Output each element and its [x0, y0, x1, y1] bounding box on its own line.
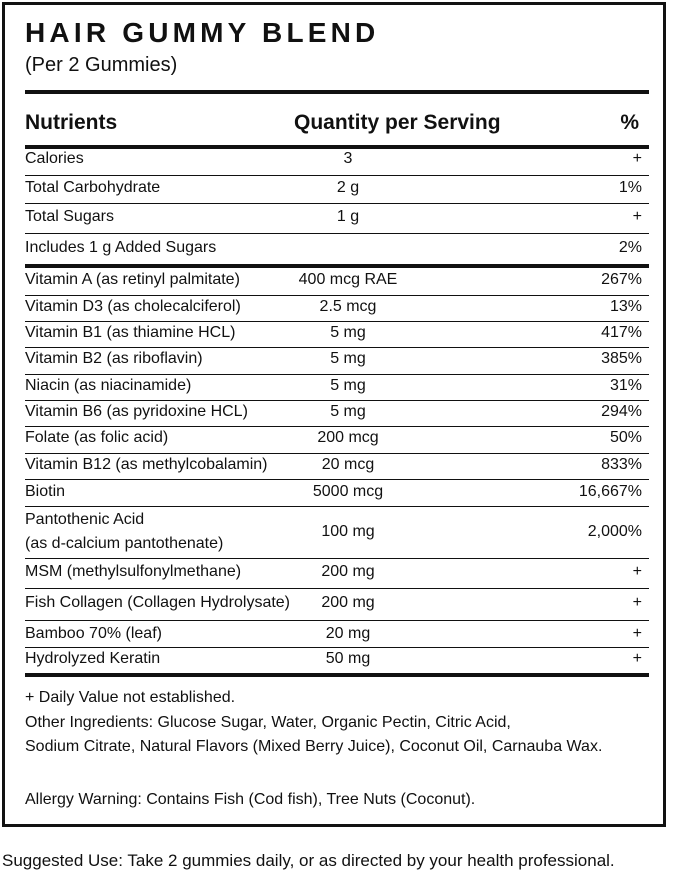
nutrient-quantity: 5 mg [330, 324, 366, 341]
nutrient-name: Folate (as folic acid) [25, 429, 169, 446]
row-divider [25, 620, 649, 621]
nutrient-percent: + [632, 650, 642, 667]
table-bottom-divider [25, 673, 649, 677]
row-divider [25, 479, 649, 480]
nutrient-quantity: 2.5 mcg [319, 298, 377, 315]
row-divider [25, 203, 649, 204]
other-ingredients-line-1: Other Ingredients: Glucose Sugar, Water, Organic Pectin, Citric Acid, [25, 714, 511, 731]
nutrient-name: Vitamin B6 (as pyridoxine HCL) [25, 403, 248, 420]
row-divider [25, 588, 649, 589]
row-divider [25, 321, 649, 322]
nutrient-percent: 50% [609, 429, 642, 446]
nutrient-percent: 31% [609, 377, 642, 394]
row-divider [25, 453, 649, 454]
row-divider [25, 295, 649, 296]
daily-value-note: + Daily Value not established. [25, 689, 236, 706]
nutrient-name: Bamboo 70% (leaf) [25, 625, 162, 642]
nutrient-percent: 417% [601, 324, 642, 341]
nutrient-percent: + [632, 208, 642, 225]
nutrient-percent: 2,000% [587, 523, 642, 540]
nutrient-quantity: 5 mg [330, 350, 366, 367]
nutrient-name: Vitamin B12 (as methylcobalamin) [25, 456, 268, 473]
nutrient-name: Total Sugars [25, 208, 114, 225]
nutrient-quantity: 200 mg [321, 594, 375, 611]
row-divider [25, 647, 649, 648]
nutrient-name: Vitamin B1 (as thiamine HCL) [25, 324, 236, 341]
table-row [25, 511, 649, 559]
nutrient-name: MSM (methylsulfonylmethane) [25, 563, 242, 580]
nutrient-quantity: 5 mg [330, 403, 366, 420]
table-top-divider [25, 145, 649, 149]
nutrient-name: Total Carbohydrate [25, 179, 161, 196]
serving-size: (Per 2 Gummies) [25, 54, 178, 76]
nutrient-quantity: 1 g [336, 208, 360, 225]
nutrient-percent: 1% [618, 179, 642, 196]
row-divider [25, 426, 649, 427]
nutrient-name: Includes 1 g Added Sugars [25, 239, 217, 256]
nutrient-quantity: 20 mcg [321, 456, 375, 473]
nutrient-name: Fish Collagen (Collagen Hydrolysate) [25, 594, 291, 611]
section-divider [25, 264, 649, 268]
other-ingredients-line-2: Sodium Citrate, Natural Flavors (Mixed Berry Juice), Coconut Oil, Carnauba Wax. [25, 738, 603, 755]
nutrient-percent: 833% [601, 456, 642, 473]
nutrient-percent: 16,667% [578, 483, 642, 500]
row-divider [25, 400, 649, 401]
nutrient-quantity: 3 [343, 150, 353, 167]
panel-title: HAIR GUMMY BLEND [25, 17, 380, 48]
nutrient-quantity: 5 mg [330, 377, 366, 394]
allergy-warning: Allergy Warning: Contains Fish (Cod fish), Tree Nuts (Coconut). [25, 791, 476, 808]
nutrient-percent: + [632, 150, 642, 167]
nutrient-quantity: 200 mg [321, 563, 375, 580]
nutrient-name: Vitamin D3 (as cholecalciferol) [25, 298, 241, 315]
row-divider [25, 233, 649, 234]
nutrient-name: Vitamin A (as retinyl palmitate) [25, 271, 240, 288]
nutrient-quantity: 100 mg [321, 523, 375, 540]
row-divider [25, 347, 649, 348]
nutrient-percent: 13% [609, 298, 642, 315]
row-divider [25, 175, 649, 176]
nutrient-percent: + [632, 625, 642, 642]
nutrient-percent: 267% [601, 271, 642, 288]
row-divider [25, 558, 649, 559]
nutrient-name: Calories [25, 150, 84, 167]
nutrient-name: Hydrolyzed Keratin [25, 650, 161, 667]
column-header-quantity: Quantity per Serving [294, 111, 501, 134]
nutrient-percent: + [632, 594, 642, 611]
nutrient-name: Niacin (as niacinamide) [25, 377, 192, 394]
suggested-use: Suggested Use: Take 2 gummies daily, or as directed by your health professional. [2, 851, 615, 870]
row-divider [25, 374, 649, 375]
nutrient-name: Vitamin B2 (as riboflavin) [25, 350, 203, 367]
nutrient-percent: 2% [618, 239, 642, 256]
nutrient-quantity: 200 mcg [317, 429, 379, 446]
nutrient-percent: 385% [601, 350, 642, 367]
nutrient-percent: + [632, 563, 642, 580]
row-divider [25, 506, 649, 507]
column-header-percent: % [620, 111, 639, 134]
nutrient-name: Biotin [25, 483, 66, 500]
nutrient-name: Pantothenic Acid [25, 511, 145, 528]
header-divider [25, 90, 649, 94]
nutrient-percent: 294% [601, 403, 642, 420]
column-header-nutrients: Nutrients [25, 111, 118, 134]
nutrient-quantity: 5000 mcg [312, 483, 384, 500]
nutrient-quantity: 2 g [336, 179, 360, 196]
nutrient-quantity: 20 mg [325, 625, 371, 642]
supplement-facts-panel [2, 2, 666, 827]
nutrient-quantity: 400 mcg RAE [298, 271, 398, 288]
nutrient-name-detail: (as d-calcium pantothenate) [25, 535, 224, 552]
nutrient-quantity: 50 mg [325, 650, 371, 667]
